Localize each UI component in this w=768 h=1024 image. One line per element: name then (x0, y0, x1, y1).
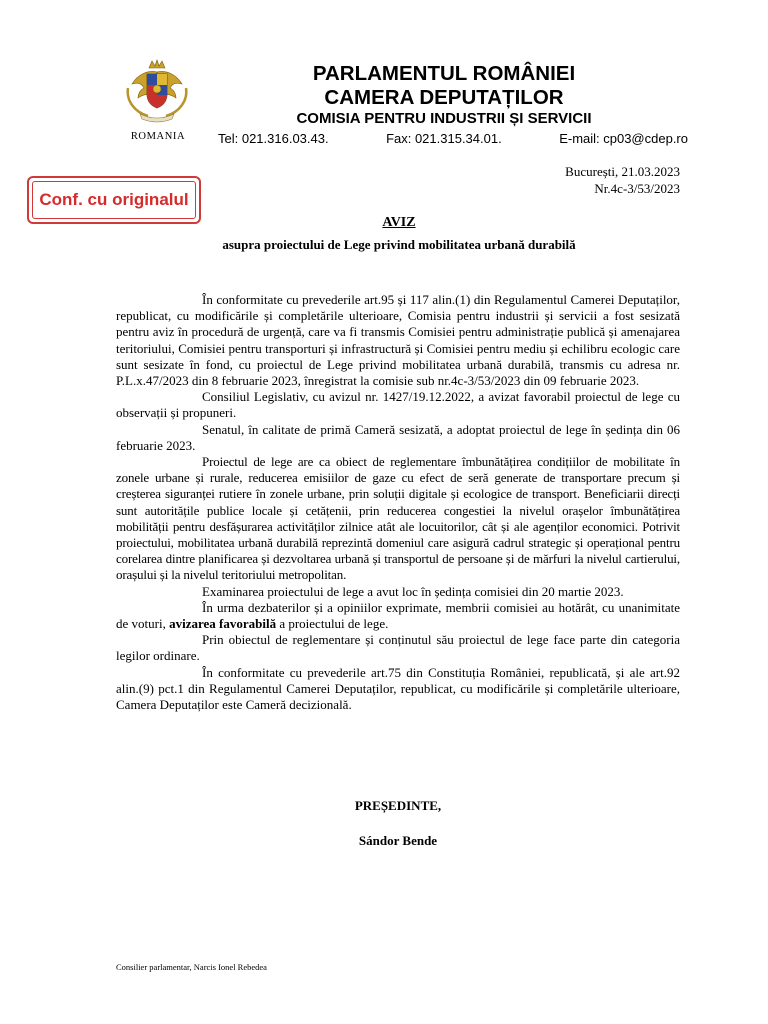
contact-email[interactable]: E-mail: cp03@cdep.ro (559, 131, 688, 146)
header-parliament: PARLAMENTUL ROMÂNIEI (312, 62, 576, 85)
coat-of-arms-logo (118, 58, 196, 124)
paragraph-text: În urma dezbaterilor și a opiniilor exprimate, membrii comisiei au hotărât, cu unanimitate de voturi, (116, 599, 680, 632)
stamp-text: Conf. cu originalul (39, 190, 189, 209)
paragraph-text: a proiectului de lege. (276, 616, 389, 632)
contact-fax: Fax: 021.315.34.01. (386, 131, 502, 146)
document-date: București, 21.03.2023 (565, 164, 680, 179)
signatory-role: PREȘEDINTE, (354, 798, 442, 813)
header-committee: COMISIA PENTRU INDUSTRII ȘI SERVICII (296, 110, 592, 127)
decision-highlight: avizarea favorabilă (169, 616, 277, 632)
paragraph: Prin obiectul de reglementare și conținutul său proiectul de lege face parte din categoria legilor ordinare. (116, 632, 680, 664)
contact-line (218, 131, 688, 147)
document-body (116, 292, 680, 713)
document-title: AVIZ (382, 215, 416, 230)
paragraph: Examinarea proiectului de lege a avut loc în ședința comisiei din 20 martie 2023. (202, 583, 624, 599)
paragraph: Senatul, în calitate de primă Cameră sesizată, a adoptat proiectul de lege în ședința din 06 februarie 2023. (116, 421, 680, 453)
footer-note: Consilier parlamentar, Narcis Ionel Rebedea (116, 962, 267, 972)
header-chamber: CAMERA DEPUTAȚILOR (324, 86, 564, 109)
document-number: Nr.4c-3/53/2023 (594, 181, 680, 196)
paragraph: Consiliul Legislativ, cu avizul nr. 1427/19.12.2022, a avizat favorabil proiectul de lege cu observații și propuneri. (116, 389, 680, 421)
document-subject: asupra proiectului de Lege privind mobilitatea urbană durabilă (222, 237, 576, 252)
coat-label: ROMANIA (130, 131, 186, 142)
paragraph (116, 600, 680, 632)
paragraph: Proiectul de lege are ca obiect de reglementare îmbunătățirea condițiilor de mobilitate în zonele urbane și rurale, reducerea emisiilor de gaze cu efect de seră generate de transportare precum și creșterea siguranței rutiere în zonele urbane, prin soluții digitale și ecologice de transport. Beneficiarii direcți sunt autoritățile publice locale și cetățenii, prin reducerea congestiei la nivelul orașelor îmbunătățirea mobilității pentru desfășurarea activităților zilnice atât ale locuitorilor, cât și ale agenților economici. Potrivit proiectului, mobilitatea urbană durabilă reprezintă domeniul care asigură cadrul strategic și operațional pentru corelarea dintre planificarea și dezvoltarea urbană și transportul de persoane și de mărfuri la nivelul cartierului, orașului și la nivelul teritoriului metropolitan. (116, 454, 680, 583)
paragraph: În conformitate cu prevederile art.95 și 117 alin.(1) din Regulamentul Camerei Deputaților, republicat, cu modificările și completările ulterioare, Comisia pentru industrii și servicii a fost sesizată pentru aviz în procedură de urgență, care va fi transmis Comisiei pentru administrație publică și amenajarea teritoriului, Comisiei pentru transporturi și infrastructură și Comisiei pentru mediu și echilibru ecologic care sunt sesizate în fond, cu proiectul de Lege privind mobilitatea urbană durabilă, transmis cu adresa nr. P.L.x.47/2023 din 8 februarie 2023, înregistrat la comisie sub nr.4c-3/53/2023 din 09 februarie 2023. (116, 292, 680, 389)
signatory-name: Sándor Bende (358, 833, 438, 848)
contact-phone: Tel: 021.316.03.43. (218, 131, 329, 146)
paragraph: În conformitate cu prevederile art.75 din Constituția României, republicată, și ale art.92 alin.(9) pct.1 din Regulamentul Camerei Deputaților, republicat, cu modificările și completările ulterioare, Camera Deputaților este Cameră decizională. (116, 664, 680, 713)
